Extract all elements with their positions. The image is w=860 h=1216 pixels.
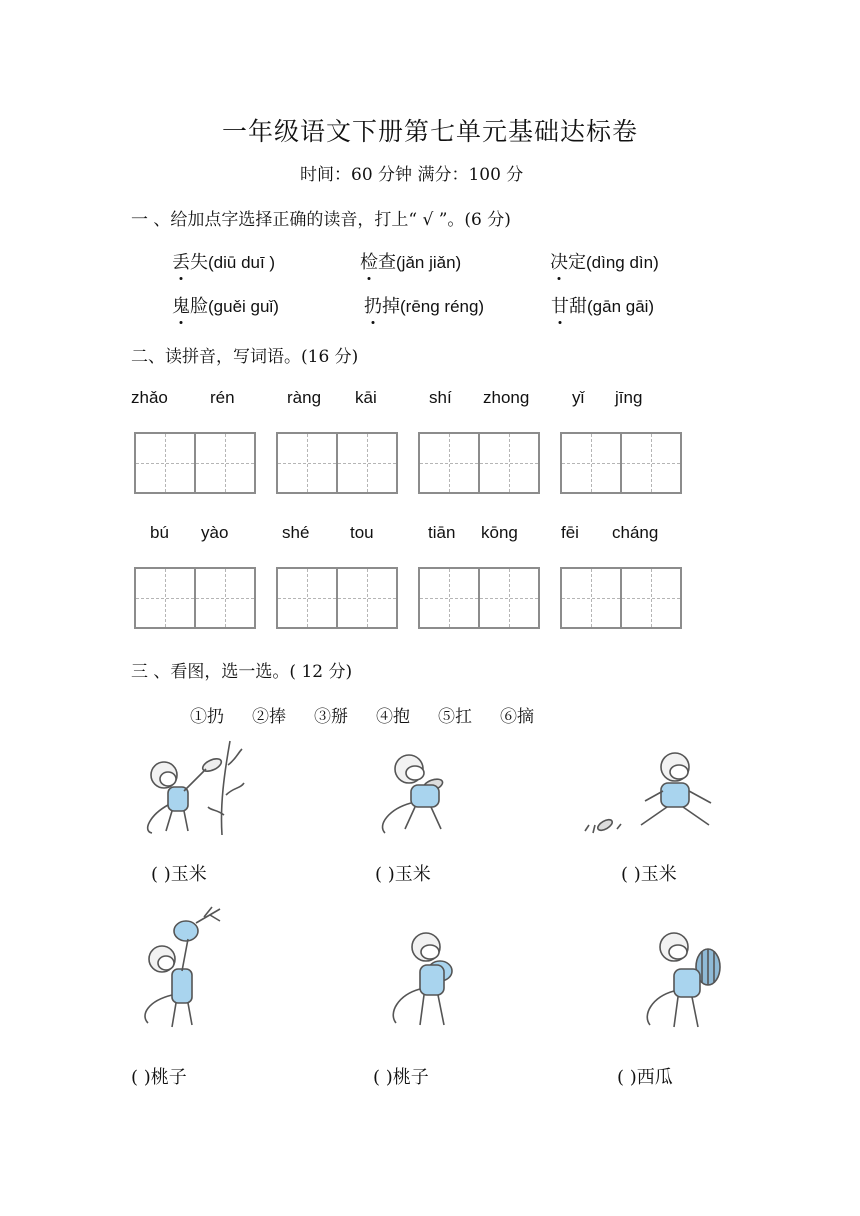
monkey-dropping-corn-illustration (575, 745, 725, 840)
pinyin-syllable: rén (210, 388, 235, 407)
pinyin-syllable: bú (150, 523, 169, 542)
exam-info: 时间：60 分钟 满分：100 分 (300, 165, 524, 185)
pinyin-item: 鬼脸(guěi guǐ) (172, 292, 279, 318)
writing-grid[interactable] (276, 432, 396, 493)
answer-blank[interactable]: ( )玉米 (375, 864, 431, 885)
pinyin-syllable: ràng (287, 388, 322, 407)
pinyin-syllable: yào (201, 523, 229, 542)
pinyin-syllable: tiān (428, 523, 456, 542)
monkey-holding-peach-illustration (380, 925, 475, 1035)
writing-grid[interactable] (134, 432, 254, 493)
writing-grid[interactable] (418, 567, 538, 628)
dotted-char: 鬼 (172, 292, 190, 318)
pinyin-syllable: shé (282, 523, 310, 542)
choice-option: ②捧 (252, 707, 286, 727)
dotted-char: 决 (550, 248, 568, 274)
choice-option: ④抱 (376, 707, 410, 727)
monkey-picking-peach-illustration (138, 905, 228, 1035)
pinyin-syllable: shí (429, 388, 452, 407)
page-title: 一年级语文下册第七单元基础达标卷 (222, 117, 639, 146)
dotted-char: 甘 (551, 292, 569, 318)
pinyin-syllable: kōng (481, 523, 518, 542)
writing-grid[interactable] (276, 567, 396, 628)
pinyin-syllable: kāi (355, 388, 377, 407)
pinyin-item: 检查(jǎn jiǎn) (360, 248, 461, 274)
monkey-picking-corn-illustration (138, 735, 248, 840)
monkey-holding-corn-illustration (375, 745, 475, 840)
dotted-char: 丢 (172, 248, 190, 274)
pinyin-item: 扔掉(rēng réng) (364, 292, 484, 318)
section3-heading: 三 、看图，选一选。( 12 分) (131, 662, 353, 682)
writing-grid[interactable] (418, 432, 538, 493)
answer-blank[interactable]: ( )桃子 (131, 1067, 187, 1088)
choice-option: ③掰 (314, 707, 348, 727)
answer-blank[interactable]: ( )玉米 (621, 864, 677, 885)
pinyin-syllable: fēi (561, 523, 579, 542)
dotted-char: 检 (360, 248, 378, 274)
pinyin-syllable: yǐ (572, 388, 585, 407)
pinyin-syllable: tou (350, 523, 374, 542)
pinyin-item: 决定(dìng dìn) (550, 248, 659, 274)
pinyin-item: 甘甜(gān gāi) (551, 292, 654, 318)
writing-grid[interactable] (134, 567, 254, 628)
choice-option: ①扔 (190, 707, 224, 727)
pinyin-syllable: jīng (615, 388, 643, 407)
answer-blank[interactable]: ( )桃子 (373, 1067, 429, 1088)
pinyin-item: 丢失(diū duī ) (172, 248, 275, 274)
answer-blank[interactable]: ( )玉米 (151, 864, 207, 885)
pinyin-syllable: zhǎo (131, 388, 168, 407)
section1-heading: 一 、给加点字选择正确的读音，打上“ √ ”。(6 分) (131, 210, 511, 230)
dotted-char: 扔 (364, 292, 382, 318)
choice-list (190, 702, 562, 727)
pinyin-syllable: zhong (483, 388, 530, 407)
section2-heading: 二、读拼音，写词语。(16 分) (131, 347, 359, 367)
pinyin-syllable: cháng (612, 523, 659, 542)
choice-option: ⑥摘 (500, 707, 534, 727)
choice-option: ⑤扛 (438, 707, 472, 727)
writing-grid[interactable] (560, 567, 680, 628)
monkey-carrying-watermelon-illustration (630, 925, 725, 1035)
answer-blank[interactable]: ( )西瓜 (617, 1067, 673, 1088)
writing-grid[interactable] (560, 432, 680, 493)
